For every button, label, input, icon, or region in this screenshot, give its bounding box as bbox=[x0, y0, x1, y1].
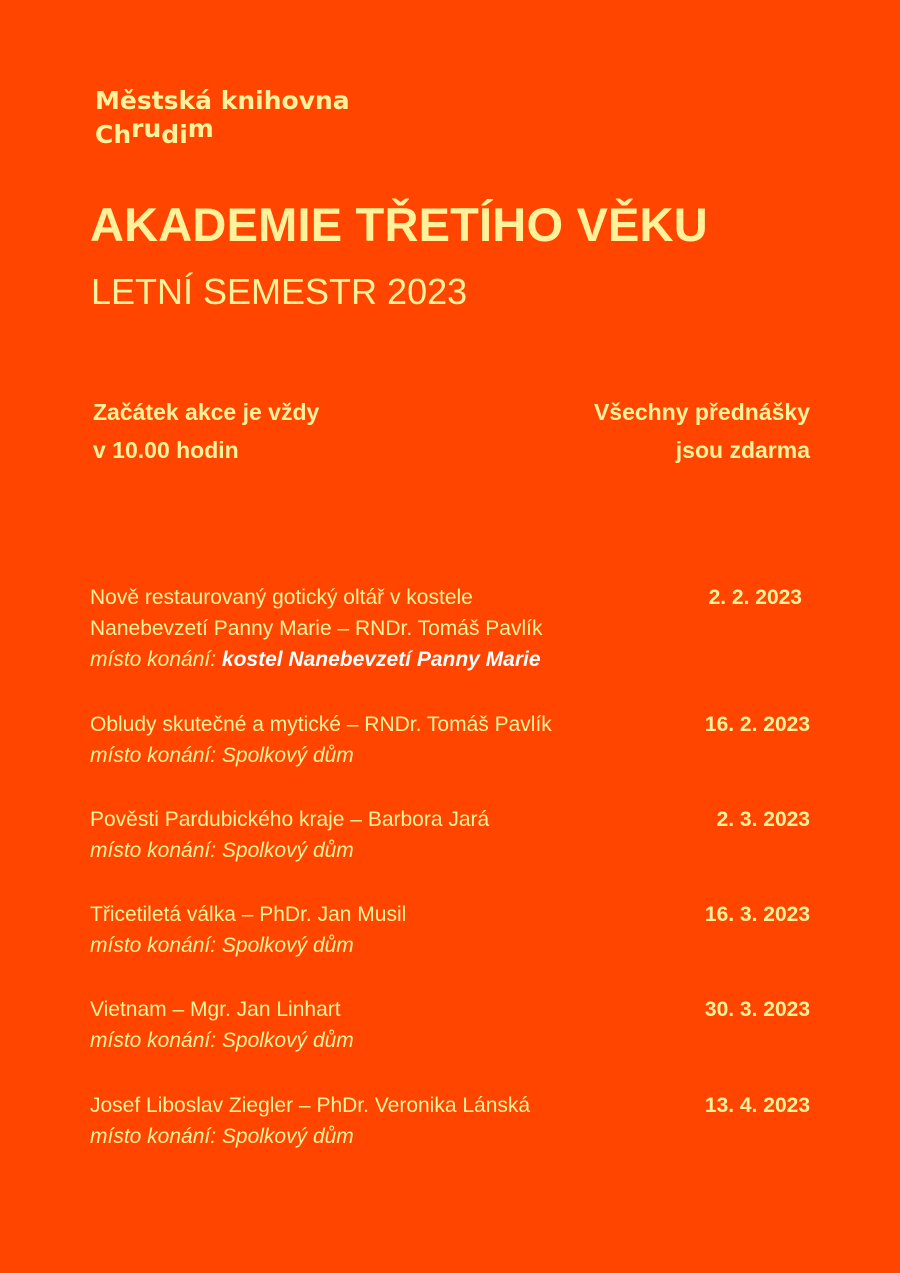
venue-label: místo konání: bbox=[90, 1029, 222, 1052]
lecture-item bbox=[90, 1090, 810, 1152]
venue-label: místo konání: bbox=[90, 934, 222, 957]
lecture-title: Nanebevzetí Panny Marie – RNDr. Tomáš Pavlík bbox=[90, 617, 543, 640]
library-logo-name: Městská knihovna bbox=[95, 86, 350, 115]
venue-name: Spolkový dům bbox=[221, 934, 354, 957]
lecture-title: Obludy skutečné a mytické – RNDr. Tomáš Pavlík bbox=[90, 713, 552, 736]
lecture-date: 16. 3. 2023 bbox=[704, 903, 810, 926]
venue-label: místo konání: bbox=[90, 839, 222, 862]
info-line: jsou zdarma bbox=[675, 437, 810, 463]
logo-city-part: di bbox=[161, 120, 188, 149]
info-line: Všechny přednášky bbox=[593, 399, 810, 425]
lecture-venue bbox=[90, 1025, 810, 1056]
lecture-title: Josef Liboslav Ziegler – PhDr. Veronika Lánská bbox=[90, 1094, 531, 1117]
lecture-title: Vietnam – Mgr. Jan Linhart bbox=[90, 998, 341, 1021]
lecture-date: 2. 3. 2023 bbox=[716, 808, 810, 831]
page-title: AKADEMIE TŘETÍHO VĚKU bbox=[90, 198, 708, 251]
lecture-item bbox=[90, 994, 810, 1056]
lecture-title: Pověsti Pardubického kraje – Barbora Jará bbox=[90, 808, 490, 831]
info-line: Začátek akce je vždy bbox=[93, 399, 320, 425]
lecture-item bbox=[90, 709, 810, 771]
logo-city-part: m bbox=[187, 114, 214, 143]
venue-name: Spolkový dům bbox=[221, 1125, 354, 1148]
lecture-venue bbox=[90, 644, 810, 675]
lecture-title: Nově restaurovaný gotický oltář v kostele bbox=[90, 586, 473, 609]
logo-city-part: Ch bbox=[95, 120, 132, 149]
lecture-venue bbox=[90, 835, 810, 866]
venue-label: místo konání: bbox=[90, 744, 222, 767]
venue-label: místo konání: bbox=[90, 1125, 222, 1148]
venue-label: místo konání: bbox=[90, 648, 222, 671]
lecture-date: 2. 2. 2023 bbox=[708, 586, 802, 609]
free-admission-info bbox=[594, 393, 810, 469]
venue-name: Spolkový dům bbox=[221, 839, 354, 862]
lecture-date: 30. 3. 2023 bbox=[704, 998, 810, 1021]
venue-name: kostel Nanebevzetí Panny Marie bbox=[221, 648, 541, 671]
lecture-item bbox=[90, 899, 810, 961]
lecture-venue bbox=[90, 740, 810, 771]
venue-name: Spolkový dům bbox=[221, 744, 354, 767]
lecture-venue bbox=[90, 930, 810, 961]
info-line: v 10.00 hodin bbox=[93, 437, 239, 463]
start-time-info bbox=[93, 393, 319, 469]
lecture-date: 16. 2. 2023 bbox=[704, 713, 810, 736]
lecture-title: Třicetiletá válka – PhDr. Jan Musil bbox=[90, 903, 407, 926]
logo-city-part: ru bbox=[131, 114, 162, 143]
venue-name: Spolkový dům bbox=[221, 1029, 354, 1052]
lecture-item bbox=[90, 582, 810, 675]
page-subtitle: LETNÍ SEMESTR 2023 bbox=[91, 271, 468, 312]
lecture-venue bbox=[90, 1121, 810, 1152]
lecture-item bbox=[90, 804, 810, 866]
lecture-date: 13. 4. 2023 bbox=[704, 1094, 810, 1117]
library-logo-city bbox=[95, 114, 214, 149]
